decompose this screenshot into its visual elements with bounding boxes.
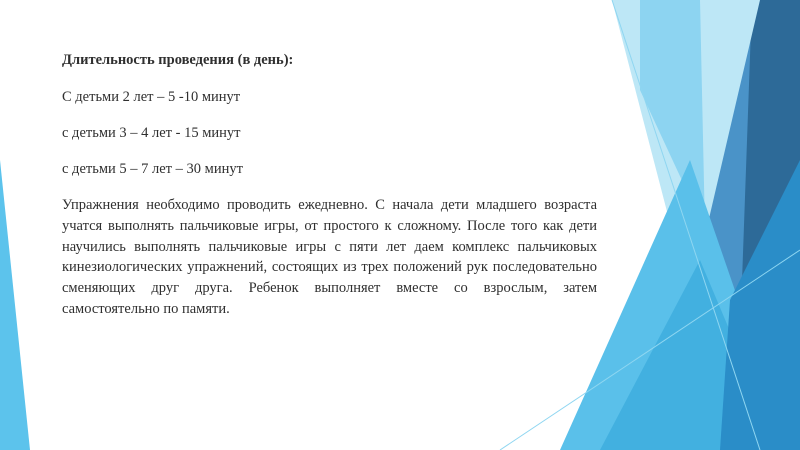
exercise-paragraph: Упражнения необходимо проводить ежедневно. С начала дети младшего возраста учатся выполнять пальчиковые игры, от простого к сложному. После того как дети научились выполнять пальчиковые игры с пяти лет даем комплекс пальчиковых кинезиологических упражнений, состоящих из трех положений рук последовательно сменяющих друг друга. Ребенок выполняет вместе со взрослым, затем самостоятельно по памяти.	[62, 197, 597, 317]
slide-content	[62, 50, 597, 320]
duration-age-2: С детьми 2 лет – 5 -10 минут	[62, 89, 241, 105]
duration-age-3-4: с детьми 3 – 4 лет - 15 минут	[62, 125, 241, 141]
left-edge-triangle	[0, 160, 30, 450]
duration-heading: Длительность проведения (в день):	[62, 52, 294, 68]
duration-age-5-7: с детьми 5 – 7 лет – 30 минут	[62, 161, 243, 177]
